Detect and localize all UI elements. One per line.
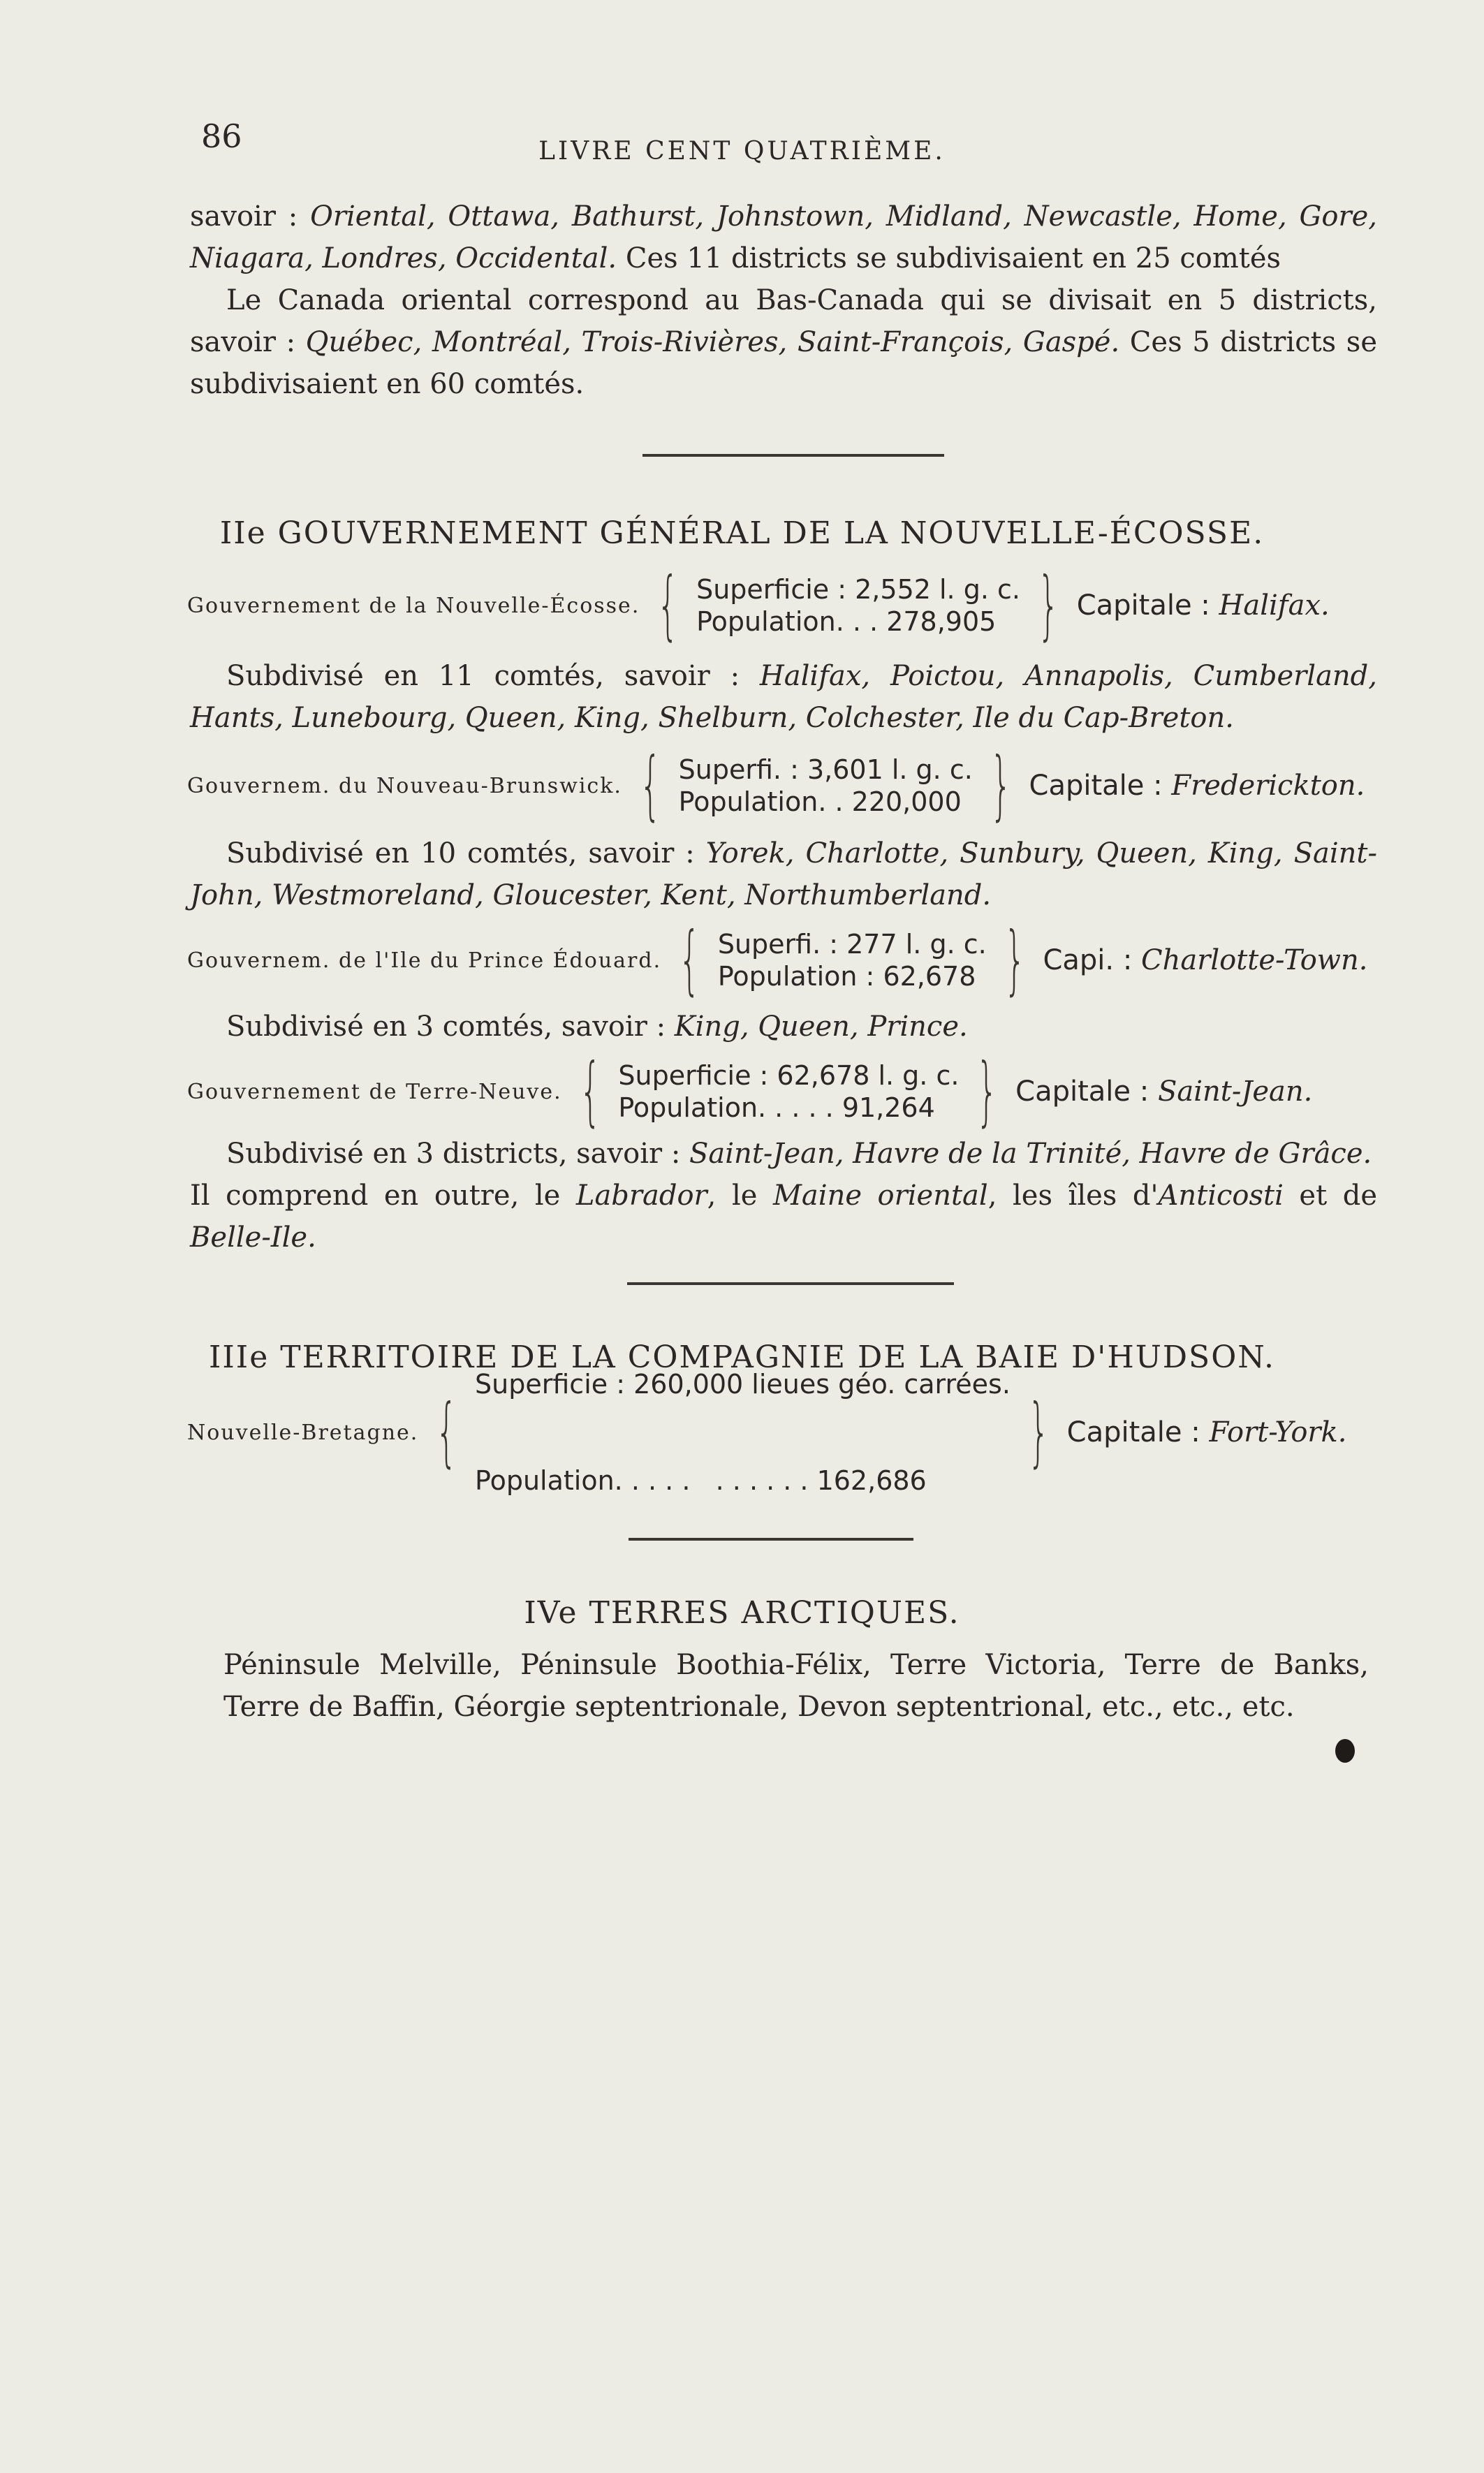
left-brace: { [579, 1048, 601, 1135]
superficie: Superfi. : 3,601 l. g. c. [678, 754, 973, 785]
right-brace: } [1027, 1388, 1050, 1476]
stats-block [618, 1059, 959, 1124]
capital: Capitale : Halifax. [1076, 589, 1330, 622]
eastern-districts-list: Québec, Montréal, Trois-Rivières, Saint-François, Gaspé. [305, 326, 1120, 358]
newfoundland-districts: Subdivisé en 3 districts, savoir : Saint-Jean, Havre de la Trinité, Havre de Grâce. Il comprend en outre, le Labrador, le Maine oriental, les îles d'Anticosti et de Belle-Ile. [190, 1133, 1377, 1258]
gov-name: Gouvernement de Terre-Neuve. [187, 1079, 562, 1104]
population: Population. . 220,000 [678, 786, 962, 817]
right-brace: } [1037, 562, 1059, 649]
right-brace: } [990, 742, 1012, 829]
section-4-heading: IVe TERRES ARCTIQUES. [524, 1595, 960, 1631]
stats-block [475, 1304, 1011, 1561]
capital: Capi. : Charlotte-Town. [1043, 944, 1368, 976]
population: Population. . . 278,905 [696, 606, 997, 637]
population: Population : 62,678 [717, 961, 976, 992]
gov-row-newfoundland [187, 1048, 1402, 1135]
section-divider [629, 1538, 913, 1541]
right-brace: } [976, 1048, 999, 1135]
nova-scotia-counties: Subdivisé en 11 comtés, savoir : Halifax, Poictou, Annapolis, Cumberland, Hants, Lunebourg, Queen, King, Shelburn, Colchester, Ile du Cap-Breton. [190, 660, 1377, 734]
section-2-heading: IIe GOUVERNEMENT GÉNÉRAL DE LA NOUVELLE-ÉCOSSE. [219, 515, 1265, 551]
superficie: Superficie : 62,678 l. g. c. [618, 1060, 960, 1091]
new-brunswick-counties: Subdivisé en 10 comtés, savoir : Yorek, Charlotte, Sunbury, Queen, King, Saint-John, Westmoreland, Gloucester, Kent, Northumberland. [190, 837, 1377, 911]
left-brace: { [639, 742, 661, 829]
ink-blot [1335, 1739, 1355, 1763]
gov-name: Gouvernem. du Nouveau-Brunswick. [187, 773, 622, 798]
gov-name: Gouvernem. de l'Ile du Prince Édouard. [187, 948, 662, 973]
pei-counties: Subdivisé en 3 comtés, savoir : King, Queen, Prince. [226, 1011, 968, 1043]
gov-name: Nouvelle-Bretagne. [187, 1420, 419, 1445]
population: Population. . . . . . . . . . . 162,686 [475, 1465, 927, 1496]
superficie: Superfi. : 277 l. g. c. [717, 929, 987, 960]
left-brace: { [657, 562, 679, 649]
running-title: LIVRE CENT QUATRIÈME. [538, 137, 946, 166]
gov-row-prince-edward-island [187, 916, 1402, 1004]
gov-row-new-brunswick [187, 742, 1402, 829]
arctic-lands-text: Péninsule Melville, Péninsule Boothia-Félix, Terre Victoria, Terre de Banks, Terre de Baffin, Géorgie septentrionale, Devon septentrional, etc., etc., etc. [223, 1649, 1369, 1723]
stats-block [718, 928, 987, 992]
intro-text [190, 196, 1377, 405]
left-brace: { [679, 916, 700, 1004]
superficie: Superficie : 2,552 l. g. c. [696, 574, 1020, 605]
section-divider [627, 1282, 954, 1285]
upper-canada-paragraph: savoir : Oriental, Ottawa, Bathurst, Johnstown, Midland, Newcastle, Home, Gore, Niagara, Londres, Occidental. Ces 11 districts se subdivisaient en 25 comtés [190, 200, 1378, 274]
gov-name: Gouvernement de la Nouvelle-Écosse. [187, 593, 640, 618]
lower-canada-paragraph: Le Canada oriental correspond au Bas-Canada qui se divisait en 5 districts, savoir : Québec, Montréal, Trois-Rivières, Saint-François, Gaspé. Ces 5 districts se subdivisaient en 60 comtés. [190, 284, 1378, 400]
superficie: Superficie : 260,000 lieues géo. carrées. [475, 1369, 1011, 1400]
stats-block [679, 754, 973, 818]
section-3-heading: IIIe TERRITOIRE DE LA COMPAGNIE DE LA BAIE D'HUDSON. [209, 1340, 1275, 1375]
western-districts-list: Oriental, Ottawa, Bathurst, Johnstown, Midland, Newcastle, Home, Gore, Niagara, Londres, Occidental. [190, 200, 1378, 274]
left-brace: { [436, 1388, 458, 1476]
capital: Capitale : Fort-York. [1066, 1416, 1347, 1448]
stats-block [696, 573, 1020, 638]
capital: Capitale : Saint-Jean. [1015, 1076, 1313, 1108]
population: Population. . . . . 91,264 [618, 1092, 935, 1123]
capital: Capitale : Frederickton. [1029, 770, 1365, 802]
right-brace: } [1004, 916, 1026, 1004]
section-divider [642, 454, 944, 457]
gov-row-nova-scotia [187, 562, 1402, 649]
newfoundland-extra: Il comprend en outre, le Labrador, le Maine oriental, les îles d'Anticosti et de Belle-Ile. [190, 1180, 1378, 1254]
gov-row-nouvelle-bretagne [187, 1369, 1402, 1496]
page-number: 86 [201, 117, 242, 155]
